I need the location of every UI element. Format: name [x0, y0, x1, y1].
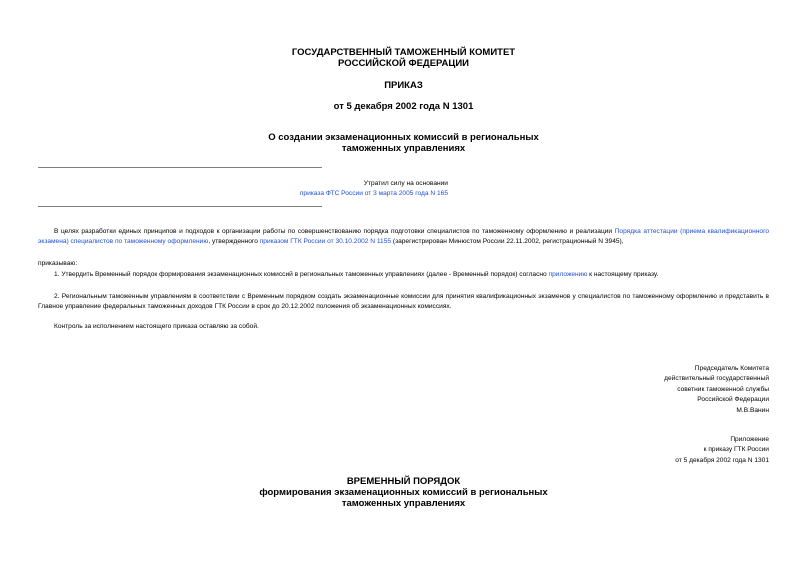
- signature-line1: Председатель Комитета: [694, 365, 769, 372]
- appendix-title-line1: ВРЕМЕННЫЙ ПОРЯДОК: [346, 476, 461, 487]
- doc-type: ПРИКАЗ: [384, 80, 423, 91]
- item1-link-appendix[interactable]: приложению: [548, 271, 588, 278]
- item1-text-a: 1. Утвердить Временный порядок формирования экзаменационных комиссий в региональных таможенных управлениях (далее - Временный порядок) согласно: [54, 271, 549, 278]
- order-item-2: 2. Региональным таможенным управлениям в соответствии с Временным порядком создать экзаменационные комиссии для принятия квалификационных экзаменов у специалистов по таможенному оформлению и представить в Главное управление федеральных таможенных доходов ГТК России в срок до 20.12.2002 положения об экзаменационных комиссиях.: [38, 293, 769, 310]
- signature-block: [664, 364, 769, 416]
- preamble-link-procedure[interactable]: Порядка аттестации (приема квалификационного экзамена) специалистов по таможенному оформлению: [38, 228, 770, 245]
- appendix-ref-line3: от 5 декабря 2002 года N 1301: [675, 456, 769, 464]
- signature-line2: действительный государственный: [664, 375, 769, 383]
- doc-title-line1: О создании экзаменационных комиссий в региональных: [268, 132, 539, 143]
- status-link[interactable]: приказа ФТС России от 3 марта 2005 года N 165: [299, 190, 448, 197]
- signature-name: М.В.Ванин: [736, 406, 769, 414]
- preamble-text-a: В целях разработки единых принципов и подходов к организации работы по совершенствованию порядка подготовки специалистов по таможенному оформлению и реализации: [54, 228, 615, 235]
- signature-line3: советник таможенной службы: [677, 385, 769, 393]
- org-name-line1: ГОСУДАРСТВЕННЫЙ ТАМОЖЕННЫЙ КОМИТЕТ: [291, 47, 516, 58]
- order-word: приказываю:: [38, 260, 78, 267]
- preamble-text-b: , утвержденного: [208, 238, 260, 245]
- appendix-reference: [675, 435, 769, 466]
- appendix-title-line3: таможенных управлениях: [341, 498, 466, 509]
- appendix-ref-line2: к приказу ГТК России: [703, 446, 769, 454]
- appendix-title-line2: формирования экзаменационных комиссий в региональных: [259, 487, 548, 498]
- preamble-text-c: (зарегистрирован Минюстом России 22.11.2002, регистрационный N 3945),: [391, 238, 624, 245]
- divider-top: [38, 167, 322, 168]
- appendix-ref-line1: Приложение: [730, 436, 769, 443]
- status-note: [38, 179, 448, 199]
- status-line: Утратил силу на основании: [363, 180, 448, 187]
- signature-line4: Российской Федерации: [697, 396, 769, 404]
- org-name-line2: РОССИЙСКОЙ ФЕДЕРАЦИИ: [337, 58, 469, 69]
- divider-bottom: [38, 206, 322, 207]
- preamble-link-order[interactable]: приказом ГТК России от 30.10.2002 N 1155: [259, 238, 392, 245]
- doc-title-line2: таможенных управлениях: [341, 143, 466, 154]
- paragraph-preamble: [38, 227, 769, 247]
- item1-text-b: к настоящему приказу.: [587, 271, 659, 278]
- order-item-1: [38, 270, 769, 280]
- doc-date: от 5 декабря 2002 года N 1301: [333, 101, 474, 112]
- control-text: Контроль за исполнением настоящего приказа оставляю за собой.: [54, 323, 259, 330]
